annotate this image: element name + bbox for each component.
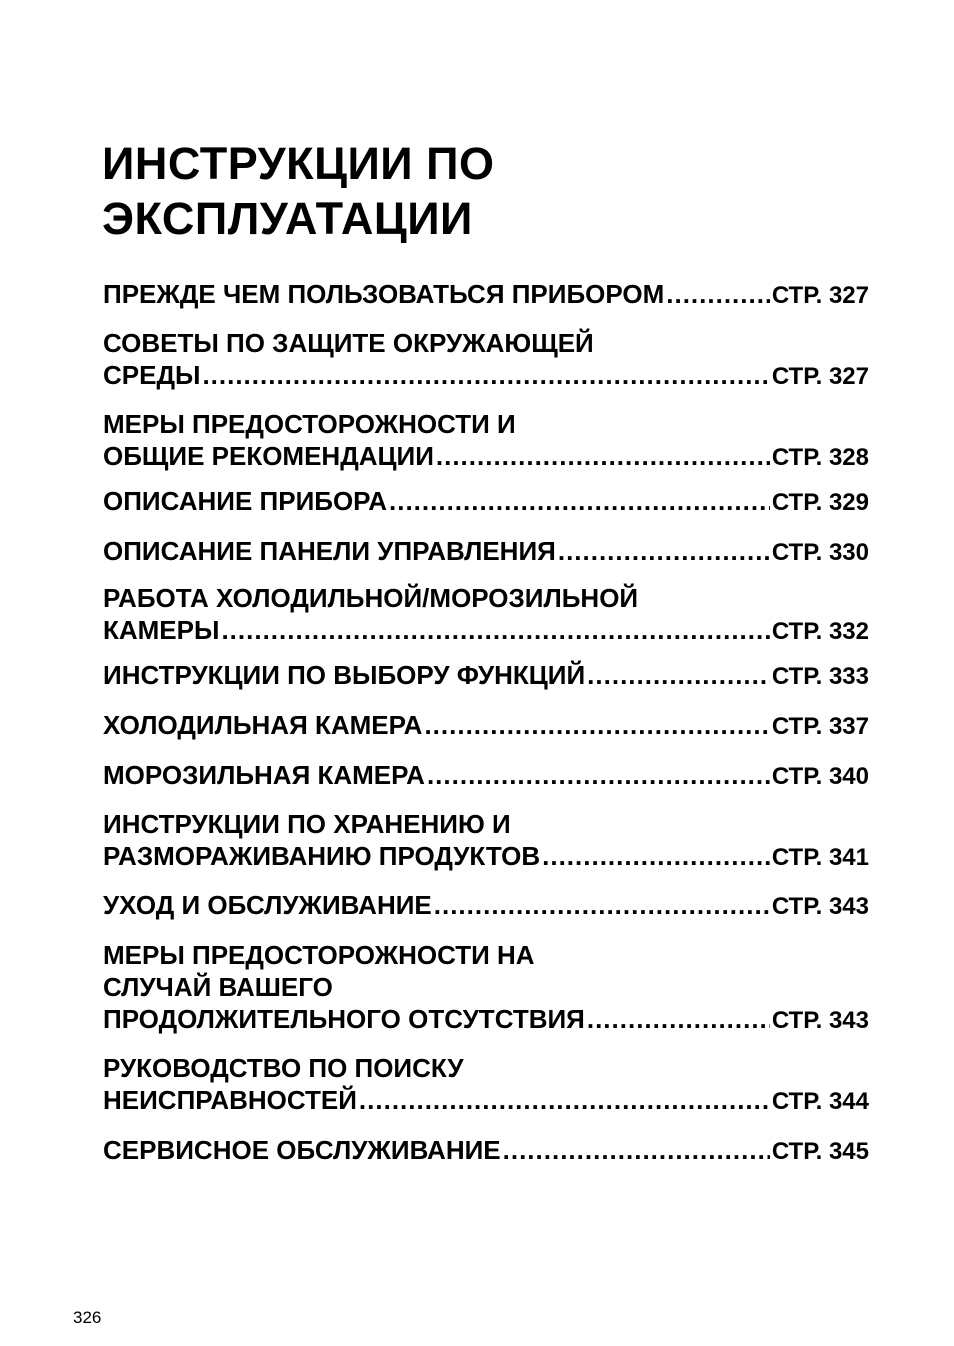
toc-entry-last-line — [103, 278, 869, 312]
toc-entry — [103, 709, 869, 743]
toc-entry-title-line: МЕРЫ ПРЕДОСТОРОЖНОСТИ И — [103, 409, 516, 439]
dot-leader — [587, 1003, 770, 1035]
toc-entry-title: РАЗМОРАЖИВАНИЮ ПРОДУКТОВ — [103, 841, 541, 871]
dot-leader — [666, 278, 770, 310]
toc-entry-title: ХОЛОДИЛЬНАЯ КАМЕРА — [103, 710, 423, 740]
toc-entry — [103, 759, 869, 793]
toc-entry-title: УХОД И ОБСЛУЖИВАНИЕ — [103, 890, 432, 920]
toc-entry-last-line — [103, 1134, 869, 1168]
toc-entry — [103, 808, 869, 874]
dot-leader — [427, 759, 770, 791]
toc-entry-title: СРЕДЫ — [103, 360, 201, 390]
toc-entry-page: СТР. 344 — [771, 1088, 869, 1115]
toc-entry — [103, 408, 869, 474]
dot-leader — [434, 889, 770, 921]
toc-entry-title: ОБЩИЕ РЕКОМЕНДАЦИИ — [103, 441, 434, 471]
toc-entry-last-line — [103, 535, 869, 569]
dot-leader — [542, 840, 770, 872]
toc-entry-title-line: СЛУЧАЙ ВАШЕГО — [103, 972, 333, 1002]
dot-leader — [221, 614, 769, 646]
toc-entry-page: СТР. 340 — [771, 763, 869, 790]
toc-entry-last-line — [103, 840, 869, 874]
page-title-line-1: ИНСТРУКЦИИ ПО — [102, 138, 495, 189]
toc-entry-page: СТР. 327 — [771, 282, 869, 309]
toc-entry-page: СТР. 343 — [771, 1007, 869, 1034]
toc-entry — [103, 889, 869, 923]
toc-entry-last-line — [103, 614, 869, 648]
toc-entry-title-line: РАБОТА ХОЛОДИЛЬНОЙ/МОРОЗИЛЬНОЙ — [103, 583, 639, 613]
toc-entry-last-line — [103, 440, 869, 474]
toc-entry-page: СТР. 337 — [771, 713, 869, 740]
toc-entry-title: ПРЕЖДЕ ЧЕМ ПОЛЬЗОВАТЬСЯ ПРИБОРОМ — [103, 279, 665, 309]
toc-entry-page: СТР. 328 — [771, 444, 869, 471]
toc-entry-last-line — [103, 1084, 869, 1118]
toc-entry-page: СТР. 333 — [771, 663, 869, 690]
toc-entry-page: СТР. 341 — [771, 844, 869, 871]
toc-entry-last-line — [103, 759, 869, 793]
toc-entry — [103, 582, 869, 648]
toc-entry-last-line — [103, 889, 869, 923]
toc-entry-title: МОРОЗИЛЬНАЯ КАМЕРА — [103, 760, 425, 790]
toc-entry — [103, 485, 869, 519]
page-number: 326 — [73, 1308, 102, 1327]
toc-entry-title-line: ИНСТРУКЦИИ ПО ХРАНЕНИЮ И — [103, 809, 511, 839]
toc-entry-page: СТР. 327 — [771, 363, 869, 390]
page-title-line-2: ЭКСПЛУАТАЦИИ — [102, 193, 473, 244]
toc-entry-page: СТР. 329 — [771, 489, 869, 516]
toc-entry-title: ПРОДОЛЖИТЕЛЬНОГО ОТСУТСТВИЯ — [103, 1004, 585, 1034]
toc-entry-title: ОПИСАНИЕ ПАНЕЛИ УПРАВЛЕНИЯ — [103, 536, 556, 566]
dot-leader — [558, 535, 770, 567]
dot-leader — [202, 359, 769, 391]
toc-entry-last-line — [103, 485, 869, 519]
toc-entry-page: СТР. 330 — [771, 539, 869, 566]
toc-entry-title: НЕИСПРАВНОСТЕЙ — [103, 1085, 357, 1115]
toc-entry-title-line: РУКОВОДСТВО ПО ПОИСКУ — [103, 1053, 464, 1083]
toc-entry — [103, 327, 869, 393]
dot-leader — [587, 659, 770, 691]
dot-leader — [389, 485, 770, 517]
toc-entry-title: КАМЕРЫ — [103, 615, 220, 645]
toc-entry-title: СЕРВИСНОЕ ОБСЛУЖИВАНИЕ — [103, 1135, 501, 1165]
toc-entry-last-line — [103, 709, 869, 743]
dot-leader — [424, 709, 769, 741]
page-title — [102, 136, 802, 246]
toc-entry-last-line — [103, 359, 869, 393]
toc-entry-title-line: МЕРЫ ПРЕДОСТОРОЖНОСТИ НА — [103, 940, 535, 970]
toc-entry-title: ИНСТРУКЦИИ ПО ВЫБОРУ ФУНКЦИЙ — [103, 660, 586, 690]
toc-entry-last-line — [103, 1003, 869, 1037]
toc-entry-title: ОПИСАНИЕ ПРИБОРА — [103, 486, 387, 516]
toc-entry — [103, 278, 869, 312]
dot-leader — [359, 1084, 770, 1116]
toc-entry-last-line — [103, 659, 869, 693]
toc-entry — [103, 535, 869, 569]
toc-entry-title-line: СОВЕТЫ ПО ЗАЩИТЕ ОКРУЖАЮЩЕЙ — [103, 328, 594, 358]
dot-leader — [436, 440, 770, 472]
dot-leader — [503, 1134, 770, 1166]
toc-entry-page: СТР. 345 — [771, 1138, 869, 1165]
toc-entry — [103, 1134, 869, 1168]
toc-entry-page: СТР. 343 — [771, 893, 869, 920]
toc-entry-page: СТР. 332 — [771, 618, 869, 645]
toc-entry — [103, 939, 869, 1037]
toc-entry — [103, 659, 869, 693]
toc-entry — [103, 1052, 869, 1118]
